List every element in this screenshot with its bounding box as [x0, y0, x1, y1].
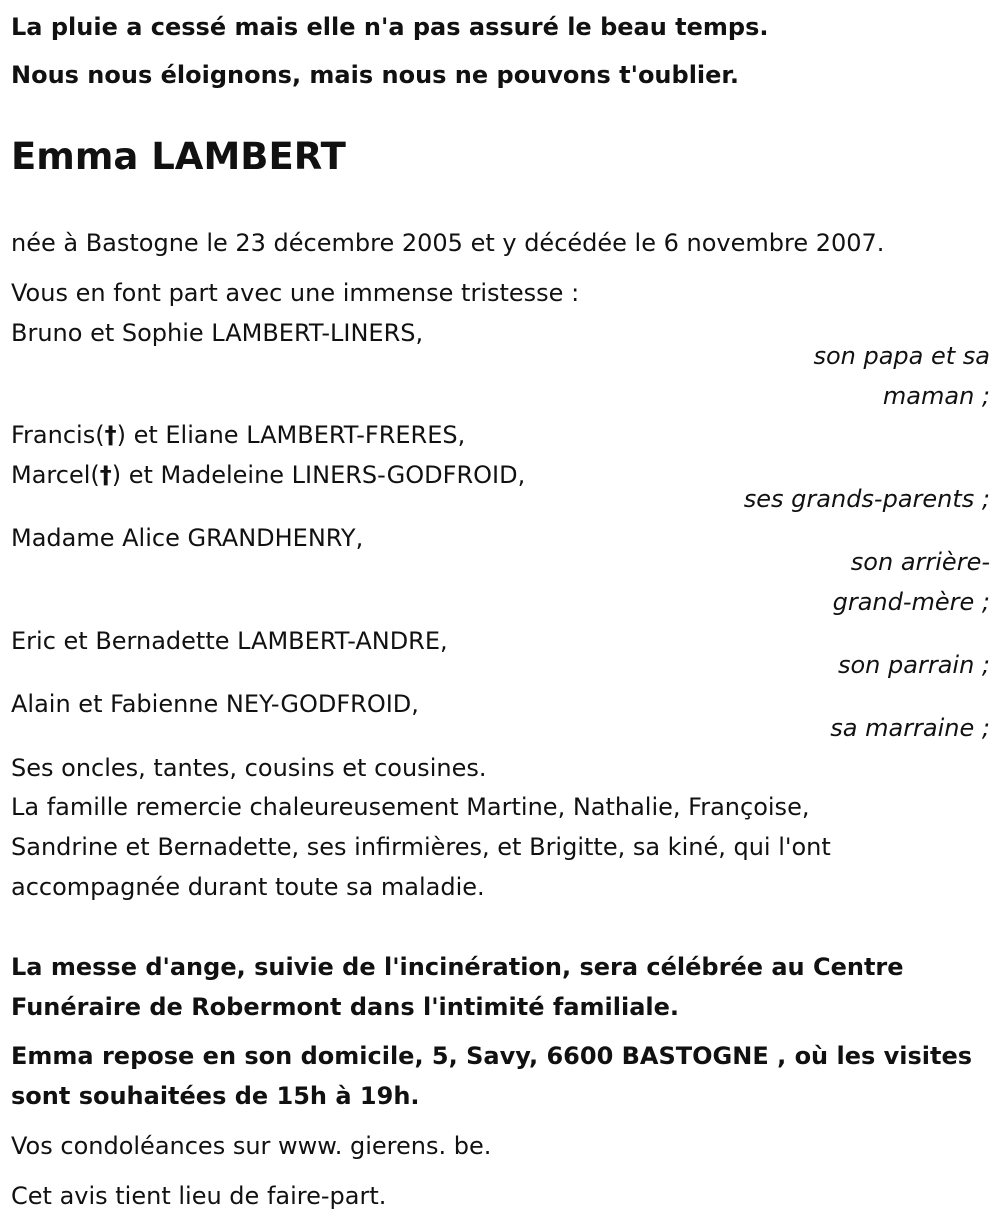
grandparents-2-after: ) et Madeleine LINERS-GODFROID,: [111, 461, 526, 489]
godmother-role: sa marraine ;: [830, 714, 990, 742]
extended-family-line: Ses oncles, tantes, cousins et cousines.: [11, 754, 487, 782]
notice-line: Cet avis tient lieu de faire-part.: [11, 1182, 387, 1210]
parents-line: Bruno et Sophie LAMBERT-LINERS,: [11, 319, 424, 347]
cross-icon: †: [99, 461, 112, 489]
parents-role-line-2: maman ;: [882, 382, 990, 410]
condolences-line: Vos condoléances sur www. gierens. be.: [11, 1132, 492, 1160]
ceremony-line-2: Funéraire de Robermont dans l'intimité familiale.: [11, 993, 680, 1021]
epigraph-line-1: La pluie a cessé mais elle n'a pas assuré le beau temps.: [11, 13, 769, 41]
epigraph-line-2: Nous nous éloignons, mais nous ne pouvons t'oublier.: [11, 61, 739, 89]
great-grandmother-role-line-2: grand-mère ;: [832, 588, 990, 616]
godmother-line: Alain et Fabienne NEY-GODFROID,: [11, 690, 419, 718]
cross-icon: †: [104, 421, 117, 449]
intro-line: Vous en font part avec une immense tristesse :: [11, 279, 580, 307]
ceremony-line-1: La messe d'ange, suivie de l'incinération, sera célébrée au Centre: [11, 953, 904, 981]
grandparents-line-1: [11, 420, 465, 450]
grandparents-role: ses grands-parents ;: [743, 485, 990, 513]
visit-line-2: sont souhaitées de 15h à 19h.: [11, 1082, 420, 1110]
parents-role-line-1: son papa et sa: [813, 342, 990, 370]
birth-death-line: née à Bastogne le 23 décembre 2005 et y décédée le 6 novembre 2007.: [11, 229, 885, 257]
visit-line-1: Emma repose en son domicile, 5, Savy, 6600 BASTOGNE , où les visites: [11, 1042, 973, 1070]
grandparents-line-2: [11, 460, 525, 490]
grandparents-2-before: Marcel(: [11, 461, 100, 489]
thanks-line-1: La famille remercie chaleureusement Martine, Nathalie, Françoise,: [11, 793, 810, 821]
grandparents-1-after: ) et Eliane LAMBERT-FRERES,: [116, 421, 466, 449]
godfather-role: son parrain ;: [837, 651, 990, 679]
great-grandmother-role-line-1: son arrière-: [850, 548, 990, 576]
grandparents-1-before: Francis(: [11, 421, 105, 449]
thanks-line-3: accompagnée durant toute sa maladie.: [11, 873, 485, 901]
great-grandmother-line: Madame Alice GRANDHENRY,: [11, 524, 364, 552]
thanks-line-2: Sandrine et Bernadette, ses infirmières, et Brigitte, sa kiné, qui l'ont: [11, 833, 831, 861]
deceased-name: Emma LAMBERT: [11, 135, 346, 178]
godfather-line: Eric et Bernadette LAMBERT-ANDRE,: [11, 627, 448, 655]
